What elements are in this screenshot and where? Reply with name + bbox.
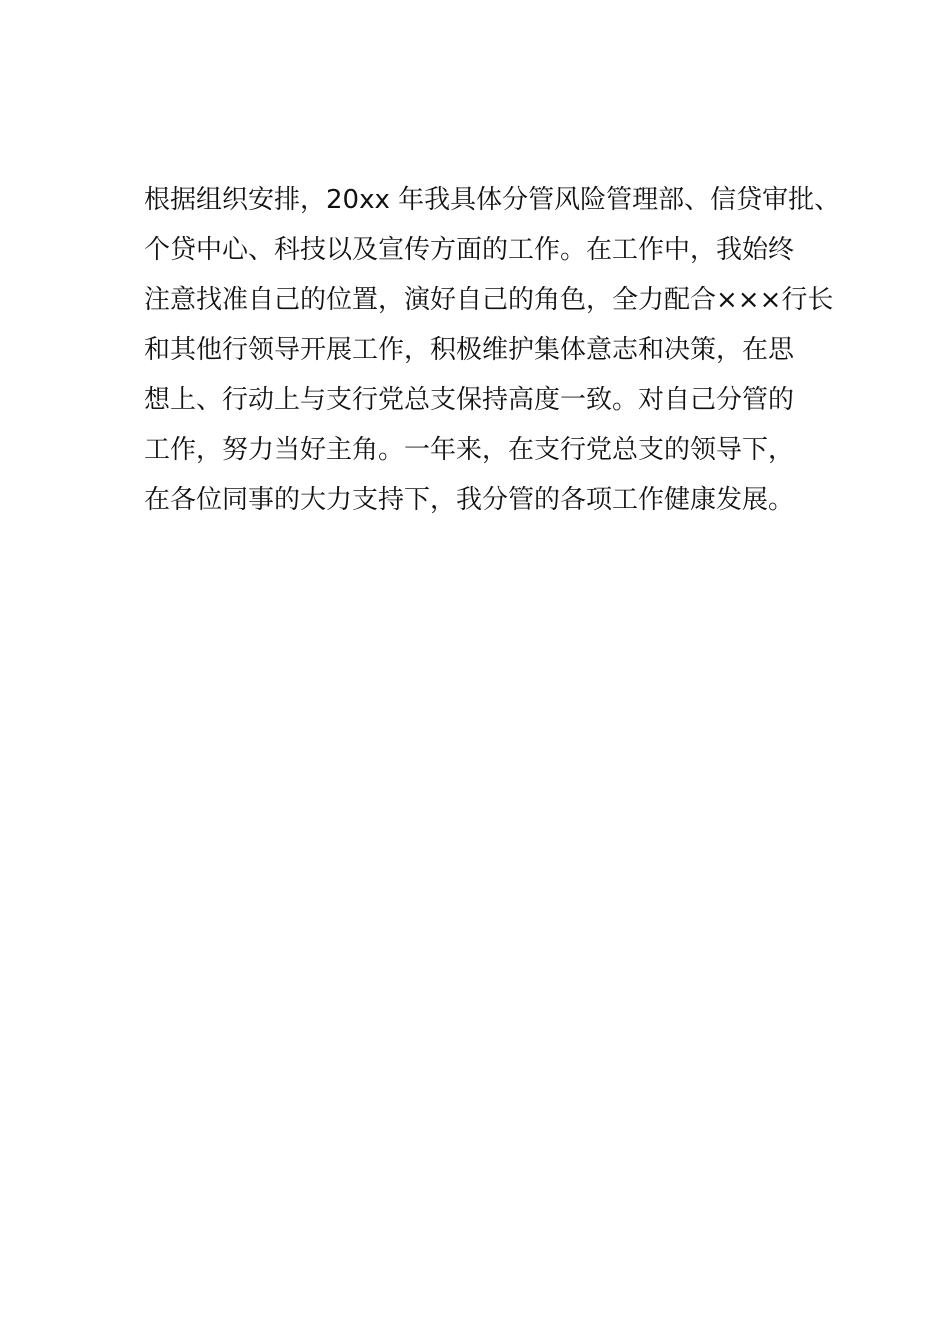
paragraph-line: 想上、行动上与支行党总支保持高度一致。对自己分管的 (144, 385, 795, 415)
paragraph-line: 根据组织安排，20xx 年我具体分管风险管理部、信贷审批、 (144, 185, 841, 215)
paragraph-line: 个贷中心、科技以及宣传方面的工作。在工作中，我始终 (144, 235, 795, 265)
paragraph-line: 在各位同事的大力支持下，我分管的各项工作健康发展。 (144, 485, 795, 515)
paragraph-line: 工作，努力当好主角。一年来，在支行党总支的领导下， (144, 435, 795, 465)
body-paragraph (144, 175, 841, 525)
paragraph-line: 和其他行领导开展工作，积极维护集体意志和决策，在思 (144, 335, 795, 365)
paragraph-line: 注意找准自己的位置，演好自己的角色，全力配合×××行长 (144, 285, 834, 315)
